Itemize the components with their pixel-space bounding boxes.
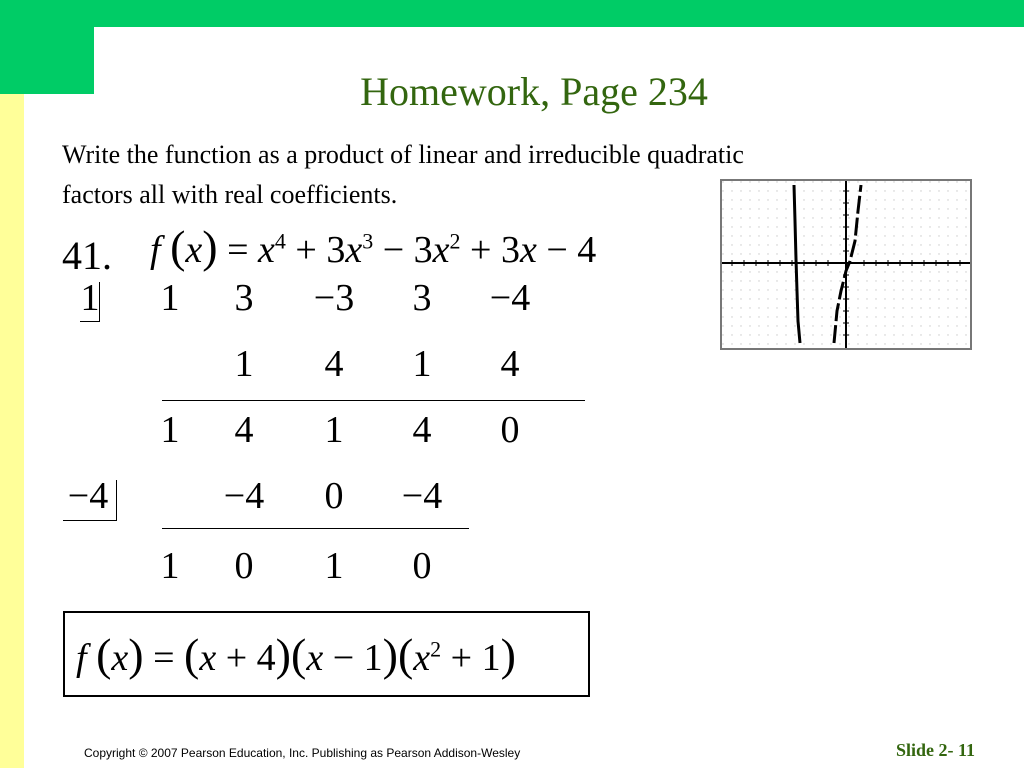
result-1-4: 0 — [500, 409, 520, 451]
graph-plot — [722, 181, 970, 348]
division-2-line — [162, 528, 469, 529]
result-2-0: 1 — [160, 545, 180, 587]
divisor-1-bar — [99, 282, 100, 322]
product-1-0: 1 — [234, 343, 254, 385]
result-1-0: 1 — [160, 409, 180, 451]
slide-title: Homework, Page 234 — [360, 69, 708, 114]
answer-expression: f $(x) = (x + 4)(x - 1)(x^2 + 1)$ — [76, 629, 516, 680]
coef-1: 3 — [234, 277, 254, 319]
divisor-1-underline — [80, 321, 100, 322]
result-2-2: 1 — [324, 545, 344, 587]
coef-4: −4 — [489, 277, 531, 319]
result-1-2: 1 — [324, 409, 344, 451]
top-accent-bar — [0, 0, 1024, 27]
coef-3: 3 — [412, 277, 432, 319]
function-expression: f $(x) = x^4 + 3x^3 - 3x^2 + 3x - 4$ — [150, 221, 597, 272]
product-2-1: 0 — [324, 475, 344, 517]
function-graph — [720, 179, 972, 350]
result-2-3: 0 — [412, 545, 432, 587]
divisor-2: −4 — [67, 475, 109, 517]
product-2-0: −4 — [223, 475, 265, 517]
slide-number: Slide 2- 11 — [896, 740, 976, 760]
coef-0: 1 — [160, 277, 180, 319]
problem-number: 41. — [62, 233, 112, 278]
result-1-3: 4 — [412, 409, 432, 451]
coef-2: −3 — [313, 277, 355, 319]
product-1-1: 4 — [324, 343, 344, 385]
product-1-2: 1 — [412, 343, 432, 385]
result-1-1: 4 — [234, 409, 254, 451]
instruction-line-2: factors all with real coefficients. — [62, 180, 398, 209]
division-1-line — [162, 400, 585, 401]
product-2-2: −4 — [401, 475, 443, 517]
divisor-1: 1 — [80, 277, 100, 319]
divisor-2-underline — [63, 520, 117, 521]
left-accent-stripe — [0, 94, 24, 768]
product-1-3: 4 — [500, 343, 520, 385]
result-2-1: 0 — [234, 545, 254, 587]
instruction-line-1: Write the function as a product of linear and irreducible quadratic — [62, 140, 744, 169]
copyright-footer: Copyright © 2007 Pearson Education, Inc. Publishing as Pearson Addison-Wesley — [84, 746, 521, 760]
divisor-2-bar — [116, 480, 117, 521]
